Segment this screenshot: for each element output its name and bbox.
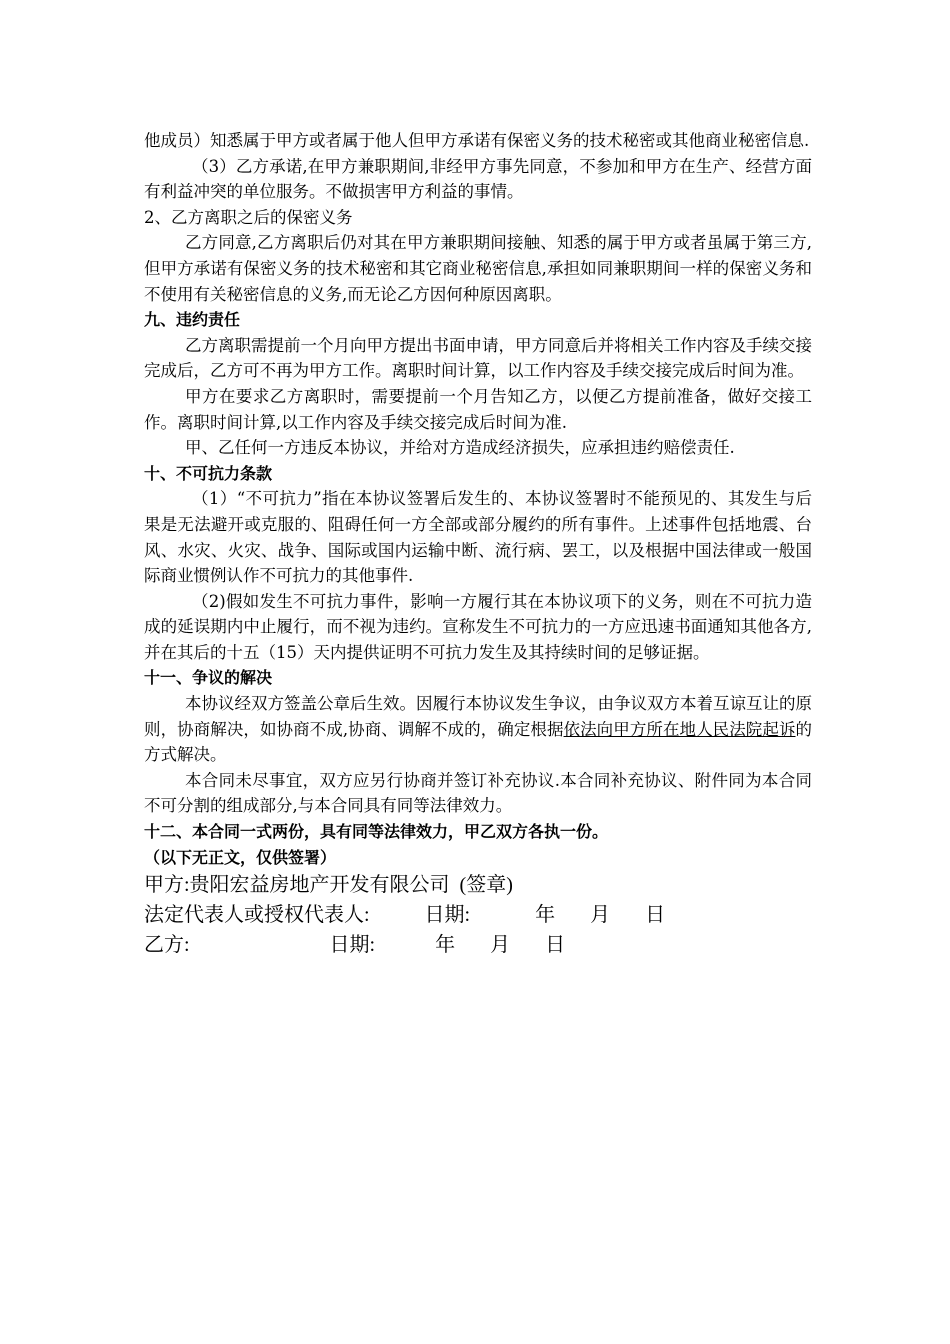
party-a-line: 甲方:贵阳宏益房地产开发有限公司 (签章) bbox=[144, 874, 513, 897]
paragraph: 本合同未尽事宜，双方应另行协商并签订补充协议.本合同补充协议、附件同为本合同不可分割的组成部分,与本合同具有同等法律效力。 bbox=[144, 770, 812, 816]
section-heading-11: 十一、争议的解决 bbox=[144, 668, 273, 688]
paragraph: （2)假如发生不可抗力事件，影响一方履行其在本协议项下的义务，则在不可抗力造成的延误期内中止履行，而不视为违约。宣称发生不可抗力的一方应迅速书面通知其他各方,并在其后的十五（15）天内提供证明不可抗力发生及其持续时间的足够证据。 bbox=[144, 591, 812, 662]
subsection-title: 2、乙方离职之后的保密义务 bbox=[144, 207, 353, 227]
paragraph: （1）“不可抗力”指在本协议签署后发生的、本协议签署时不能预见的、其发生与后果是无法避开或克服的、阻碍任何一方全部或部分履约的所有事件。上述事件包括地震、台风、水灾、火灾、战争、国际或国内运输中断、流行病、罢工，以及根据中国法律或一般国际商业惯例认作不可抗力的其他事件. bbox=[144, 489, 812, 586]
paragraph: 乙方同意,乙方离职后仍对其在甲方兼职期间接触、知悉的属于甲方或者虽属于第三方,但甲方承诺有保密义务的技术秘密和其它商业秘密信息,承担如同兼职期间一样的保密义务和不使用有关秘密信息的义务,而无论乙方因何种原因离职。 bbox=[144, 233, 812, 304]
section-heading-9: 九、违约责任 bbox=[144, 310, 241, 330]
no-text-note: （以下无正文，仅供签署） bbox=[144, 847, 337, 867]
underlined-text: 依法向甲方所在地人民法院起诉 bbox=[563, 719, 796, 739]
paragraph-text: 的方式解决。 bbox=[144, 719, 813, 765]
document-body bbox=[144, 128, 812, 960]
section-heading-10: 十、不可抗力条款 bbox=[144, 463, 273, 483]
paragraph-text: 本协议经双方签盖公章后生效。因履行本协议发生争议，由争议双方本着互谅互让的原则，协商解决，如协商不成,协商、调解不成的，确定根据 bbox=[144, 694, 812, 739]
legal-rep-line: 法定代表人或授权代表人: 日期: 年 月 日 bbox=[144, 904, 666, 927]
paragraph bbox=[144, 691, 812, 768]
party-b-line: 乙方: 日期: 年 月 日 bbox=[144, 934, 566, 957]
paragraph: 乙方离职需提前一个月向甲方提出书面申请，甲方同意后并将相关工作内容及手续交接完成后，乙方可不再为甲方工作。离职时间计算，以工作内容及手续交接完成后时间为准。 bbox=[144, 335, 812, 381]
paragraph: 他成员）知悉属于甲方或者属于他人但甲方承诺有保密义务的技术秘密或其他商业秘密信息. bbox=[144, 131, 810, 150]
paragraph: （3）乙方承诺,在甲方兼职期间,非经甲方事先同意，不参加和甲方在生产、经营方面有利益冲突的单位服务。不做损害甲方利益的事情。 bbox=[144, 156, 812, 202]
paragraph: 甲、乙任何一方违反本协议，并给对方造成经济损失，应承担违约赔偿责任. bbox=[185, 438, 735, 458]
section-heading-12: 十二、本合同一式两份，具有同等法律效力，甲乙双方各执一份。 bbox=[144, 822, 609, 842]
paragraph: 甲方在要求乙方离职时，需要提前一个月告知乙方，以便乙方提前准备，做好交接工作。离职时间计算,以工作内容及手续交接完成后时间为准. bbox=[144, 386, 812, 432]
